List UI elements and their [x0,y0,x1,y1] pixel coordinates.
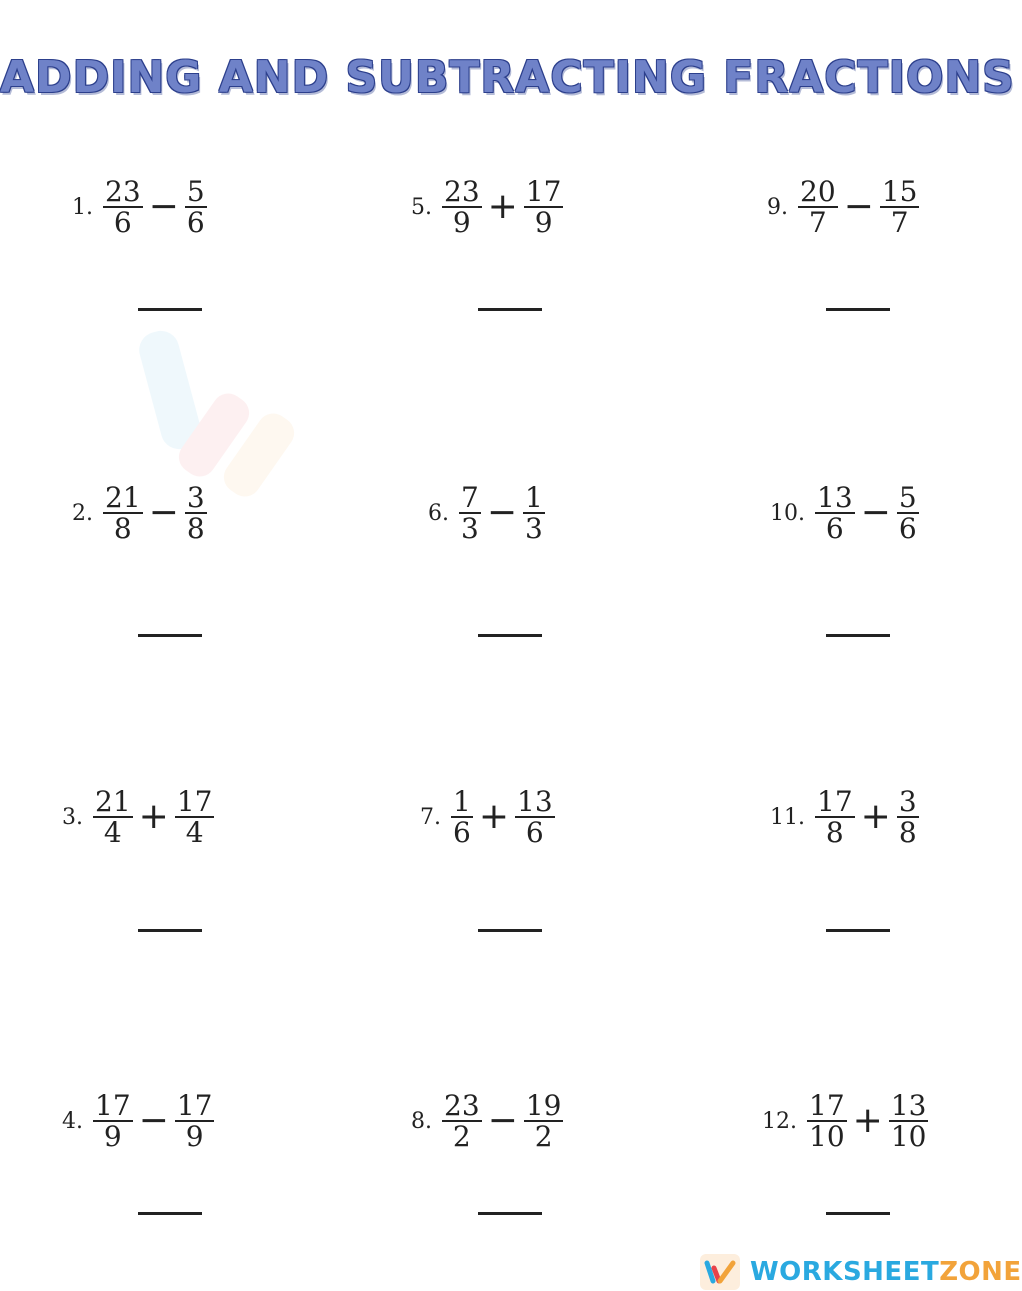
denominator: 3 [461,512,479,545]
numerator: 17 [809,1088,845,1122]
numerator: 1 [525,480,543,514]
problem-2 [72,478,207,548]
problem-3 [62,782,214,852]
answer-line-11[interactable] [826,929,890,932]
problem-number: 12. [762,1108,797,1134]
operator: + [860,796,891,837]
fraction-b [880,174,920,239]
denominator: 8 [898,816,917,849]
answer-line-7[interactable] [478,929,542,932]
problem-number: 5. [411,194,432,220]
denominator: 6 [186,206,205,239]
fraction-a [442,174,482,239]
fraction-a [93,1088,133,1153]
operator: + [478,796,509,837]
denominator: 6 [113,206,132,239]
numerator: 20 [800,174,836,208]
answer-line-8[interactable] [478,1212,542,1215]
problem-number: 3. [62,804,83,830]
numerator: 13 [817,480,853,514]
worksheet-title: ADDING AND SUBTRACTING FRACTIONS [0,52,1015,103]
numerator: 19 [525,1088,562,1122]
numerator: 3 [186,480,205,514]
numerator: 1 [453,784,471,818]
numerator: 13 [890,1088,927,1122]
fraction-a [93,784,133,849]
fraction-b [515,784,555,849]
denominator: 8 [825,816,844,849]
denominator: 2 [534,1120,553,1153]
numerator: 13 [517,784,553,818]
fraction-b [897,784,919,849]
operator: − [860,492,891,533]
fraction-a [815,784,855,849]
denominator: 9 [452,206,471,239]
fraction-b [175,784,215,849]
operator: − [148,492,179,533]
fraction-b [889,1088,929,1153]
answer-line-1[interactable] [138,308,202,311]
problem-8 [411,1086,563,1156]
answer-line-12[interactable] [826,1212,890,1215]
numerator: 17 [95,1088,131,1122]
fraction-a [442,1088,482,1153]
denominator: 6 [898,512,917,545]
numerator: 5 [898,480,917,514]
answer-line-10[interactable] [826,634,890,637]
denominator: 6 [825,512,844,545]
problem-4 [62,1086,214,1156]
problem-number: 1. [72,194,93,220]
numerator: 17 [525,174,562,208]
operator: + [138,796,169,837]
problem-number: 8. [411,1108,432,1134]
fraction-b [523,480,545,545]
problem-number: 10. [770,500,805,526]
brand-name-part1: WORKSHEET [750,1257,940,1287]
fraction-a [103,480,143,545]
answer-line-6[interactable] [478,634,542,637]
problem-number: 2. [72,500,93,526]
denominator: 3 [525,512,543,545]
denominator: 7 [808,206,827,239]
brand-name [750,1257,1022,1287]
numerator: 17 [817,784,853,818]
denominator: 9 [534,206,553,239]
problem-10 [770,478,919,548]
problem-11 [770,782,919,852]
denominator: 10 [809,1120,845,1153]
operator: − [843,186,874,227]
problem-number: 11. [770,804,805,830]
problem-number: 9. [767,194,788,220]
numerator: 23 [444,1088,480,1122]
fraction-b [524,1088,564,1153]
numerator: 21 [95,784,131,818]
fraction-b [524,174,564,239]
fraction-a [451,784,473,849]
problem-1 [72,172,207,242]
denominator: 6 [525,816,544,849]
denominator: 9 [103,1120,122,1153]
fraction-a [807,1088,847,1153]
denominator: 4 [103,816,122,849]
fraction-a [815,480,855,545]
operator: + [487,186,518,227]
denominator: 8 [113,512,132,545]
numerator: 7 [461,480,479,514]
fraction-b [897,480,919,545]
problem-5 [411,172,563,242]
numerator: 17 [176,1088,213,1122]
denominator: 8 [186,512,205,545]
numerator: 5 [186,174,205,208]
problem-6 [428,478,545,548]
numerator: 17 [176,784,213,818]
fraction-a [798,174,838,239]
numerator: 23 [105,174,141,208]
fraction-b [175,1088,215,1153]
problem-number: 4. [62,1108,83,1134]
denominator: 9 [185,1120,204,1153]
numerator: 21 [105,480,141,514]
operator: − [148,186,179,227]
problem-9 [767,172,919,242]
fraction-b [185,174,207,239]
problem-12 [762,1086,928,1156]
problem-number: 6. [428,500,449,526]
numerator: 15 [881,174,918,208]
answer-line-2[interactable] [138,634,202,637]
answer-line-5[interactable] [478,308,542,311]
worksheetzone-brand [700,1254,1022,1290]
fraction-a [103,174,143,239]
numerator: 23 [444,174,480,208]
operator: − [487,1100,518,1141]
denominator: 2 [452,1120,471,1153]
denominator: 7 [890,206,909,239]
problem-number: 7. [420,804,441,830]
denominator: 6 [453,816,471,849]
operator: + [852,1100,883,1141]
fraction-b [185,480,207,545]
denominator: 4 [185,816,204,849]
answer-line-9[interactable] [826,308,890,311]
denominator: 10 [890,1120,927,1153]
worksheetzone-logo-icon [700,1254,740,1290]
answer-line-3[interactable] [138,929,202,932]
operator: − [486,492,517,533]
answer-line-4[interactable] [138,1212,202,1215]
operator: − [138,1100,169,1141]
numerator: 3 [898,784,917,818]
brand-name-part2: ZONE [939,1257,1022,1287]
problem-7 [420,782,555,852]
fraction-a [459,480,481,545]
